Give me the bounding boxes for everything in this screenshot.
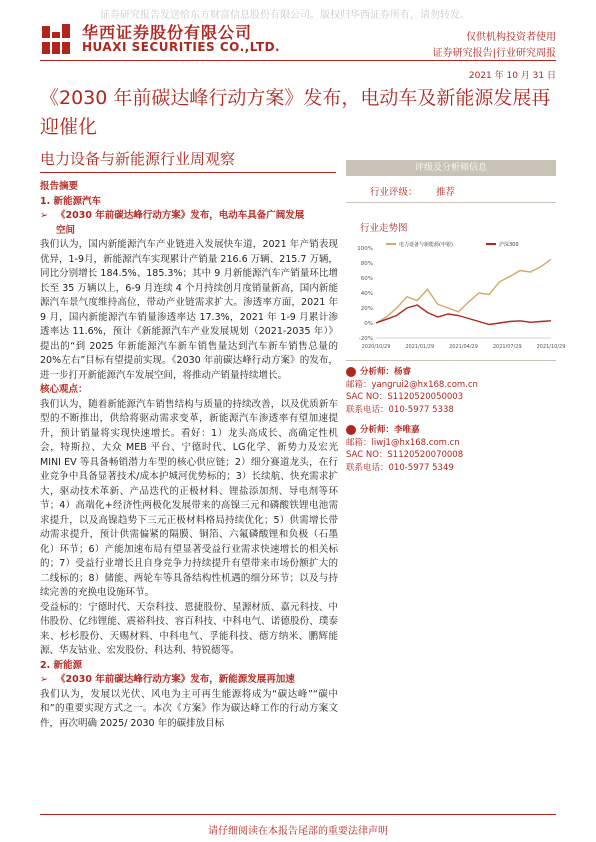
footer-divider [40, 814, 556, 815]
analyst-1 [346, 366, 556, 416]
series-line-1 [376, 305, 551, 325]
y-tick-label: 100% [357, 246, 373, 252]
rating-info-bar: 评级及分析师信息 [346, 160, 556, 176]
audience-note: 仅供机构投资者使用 [466, 32, 556, 43]
analyst-1-phone: 联系电话：010-5977 5338 [346, 404, 454, 415]
legend-label-0: 电力设备与新能源(申银) [399, 242, 453, 248]
report-type: 证券研究报告|行业研究周报 [432, 48, 556, 59]
x-tick-label: 2020/10/29 [361, 344, 391, 350]
analyst-2-email[interactable]: 邮箱：liwj1@hx168.com.cn [346, 437, 460, 448]
summary-column [40, 180, 338, 731]
paragraph-2: 我们认为，随着新能源汽车销售结构与质量的持续改善，以及优质新车型的不断推出，供给将驱动需求变革，新能源汽车渗透率有望加速提升，预计销量将实现快速增长。看好：1）龙头高成长、高确定性机会，特斯拉、大众 MEB 平台、宁德时代、LG化学、新势力及宏光 MINI EV 等具备畅销潜力车型的核心供应链；2）细分赛道龙头，在行业竞争中具备显著技术/成本护城河优势标的；3）长续航、快充需求扩大，驱动技术革新、产品迭代的正极材料、锂盐添加剂、导电剂等环节；4）高端化+经济性两极化发展带来的高镍三元和磷酸铁锂电池需求提升，以及高镍趋势下三元正极材料格局持续优化；5）供需增长带动需求提升，预计供需偏紧的隔膜、铜箔、六氟磷酸锂和负极（石墨化）环节；6）产能加速布局有望显著受益行业需求快速增长的相关标的；7）受益行业增长且自身竞争力持续提升有望带来市场份额扩大的二线标的；8）储能、两轮车等具备结构性机遇的细分环节；以及与持续完善的充换电设施环节。 [40, 398, 338, 598]
report-date: 2021 年 10 月 31 日 [468, 71, 556, 81]
chart-divider [346, 360, 556, 361]
subtitle-divider [40, 172, 336, 173]
paragraph-4: 我们认为，发展以光伏、风电为主可再生能源将成为“碳达峰”“碳中和”的重要实现方式之一。本次《方案》作为碳达峰工作的行动方案文件，再次明确 2025/ 2030 年的碳排放目标 [40, 688, 338, 729]
analyst-2-sac: SAC NO：S1120520070008 [346, 450, 464, 460]
core-view-heading: 核心观点： [40, 384, 88, 395]
bullet-1-cont: 空间 [56, 224, 76, 236]
y-tick-label: 0% [364, 321, 373, 327]
legend-label-1: 沪深300 [499, 242, 519, 248]
analyst-1-email[interactable]: 邮箱：yangrui2@hx168.com.cn [346, 379, 478, 390]
series-line-0 [376, 259, 551, 323]
x-tick-label: 2021/04/29 [449, 344, 478, 350]
analyst-2-phone: 联系电话：010-5977 5349 [346, 462, 454, 473]
watermark-text: 证券研究报告发送给东方财富信息股份有限公司。版权归华西证券所有，请勿转发。 [100, 10, 470, 21]
y-tick-label: 80% [360, 261, 373, 267]
huaxi-logo-icon [40, 22, 74, 56]
bullet-1: ➢ 《2030 年前碳达峰行动方案》发布，电动车具备广阔发展 [40, 209, 338, 224]
rating-divider [346, 202, 556, 203]
analyst-person-icon [346, 367, 356, 377]
y-tick-label: 20% [360, 306, 373, 312]
rating-row [346, 184, 556, 198]
analyst-2 [346, 424, 556, 474]
rating-value: 推荐 [436, 187, 456, 198]
paragraph-3: 受益标的：宁德时代、天奈科技、恩捷股份、星源材质、嘉元科技、中伟股份、亿纬锂能、震裕科技、容百科技、中科电气、诺德股份、璞泰来、杉杉股份、天赐材料、中科电气、孚能科技、德方纳米、鹏辉能源、华友钴业、宏发股份、科达利、特锐德等。 [40, 601, 338, 656]
report-subtitle: 电力设备与新能源行业周观察 [40, 150, 236, 168]
analyst-1-name: 分析师：杨睿 [360, 367, 412, 377]
y-tick-label: 60% [360, 276, 373, 282]
analyst-person-icon [346, 425, 356, 435]
analyst-2-name: 分析师：李唯嘉 [360, 425, 420, 435]
company-name-en: HUAXI SECURITIES CO.,LTD. [82, 40, 281, 54]
x-tick-label: 2021/01/29 [405, 344, 435, 350]
industry-trend-chart [346, 238, 566, 358]
trend-chart-title: 行业走势图 [360, 223, 408, 234]
footer-disclaimer: 请仔细阅读在本报告尾部的重要法律声明 [208, 826, 388, 837]
x-tick-label: 2021/07/29 [492, 344, 522, 350]
section-1-heading: 1. 新能源汽车 [40, 195, 102, 207]
paragraph-1: 我们认为，国内新能源汽车产业链进入发展快车道，2021 年产销表现优异，1-9月，新能源汽车实现累计产销量 216.6 万辆、215.7 万辆，同比分别增长 184.5%、185.3%；其中 9 月新能源汽车产销量环比增长至 35 万辆以上，6-9 月连续 4 个月持续创月度销量新高，国内新能源汽车景气度维持高位，带动产业链需求扩大。渗透率方面，2021 年 9 月，国内新能源汽车销量渗透率达 17.3%，2021 年 1-9 月累计渗透率达 11.6%，预计《新能源汽车产业发展规划（2021-2035 年）》提出的“到 2025 年新能源汽车新车销售量达到汽车新车销售总量的 20%左右”目标有望提前实现。《2030 年前碳达峰行动方案》的发布，进一步打开新能源汽车发展空间，将推动产销量持续增长。 [40, 239, 338, 381]
x-tick-label: 2021/10/29 [536, 344, 566, 350]
arrow-bullet-icon: ➢ [40, 210, 48, 221]
summary-heading: 报告摘要 [40, 181, 79, 192]
y-tick-label: -20% [358, 336, 373, 342]
rating-label: 行业评级： [370, 187, 418, 198]
company-name-cn: 华西证券股份有限公司 [82, 23, 253, 42]
arrow-bullet-icon: ➢ [40, 674, 48, 685]
header-divider [40, 60, 556, 61]
analyst-1-sac: SAC NO：S1120520050003 [346, 392, 464, 402]
section-2-heading: 2. 新能源 [40, 659, 83, 671]
report-title: 《2030 年前碳达峰行动方案》发布，电动车及新能源发展再迎催化 [40, 87, 551, 138]
bullet-2: ➢ 《2030 年前碳达峰行动方案》发布，新能源发展再加速 [40, 673, 338, 688]
y-tick-label: 40% [360, 291, 373, 297]
